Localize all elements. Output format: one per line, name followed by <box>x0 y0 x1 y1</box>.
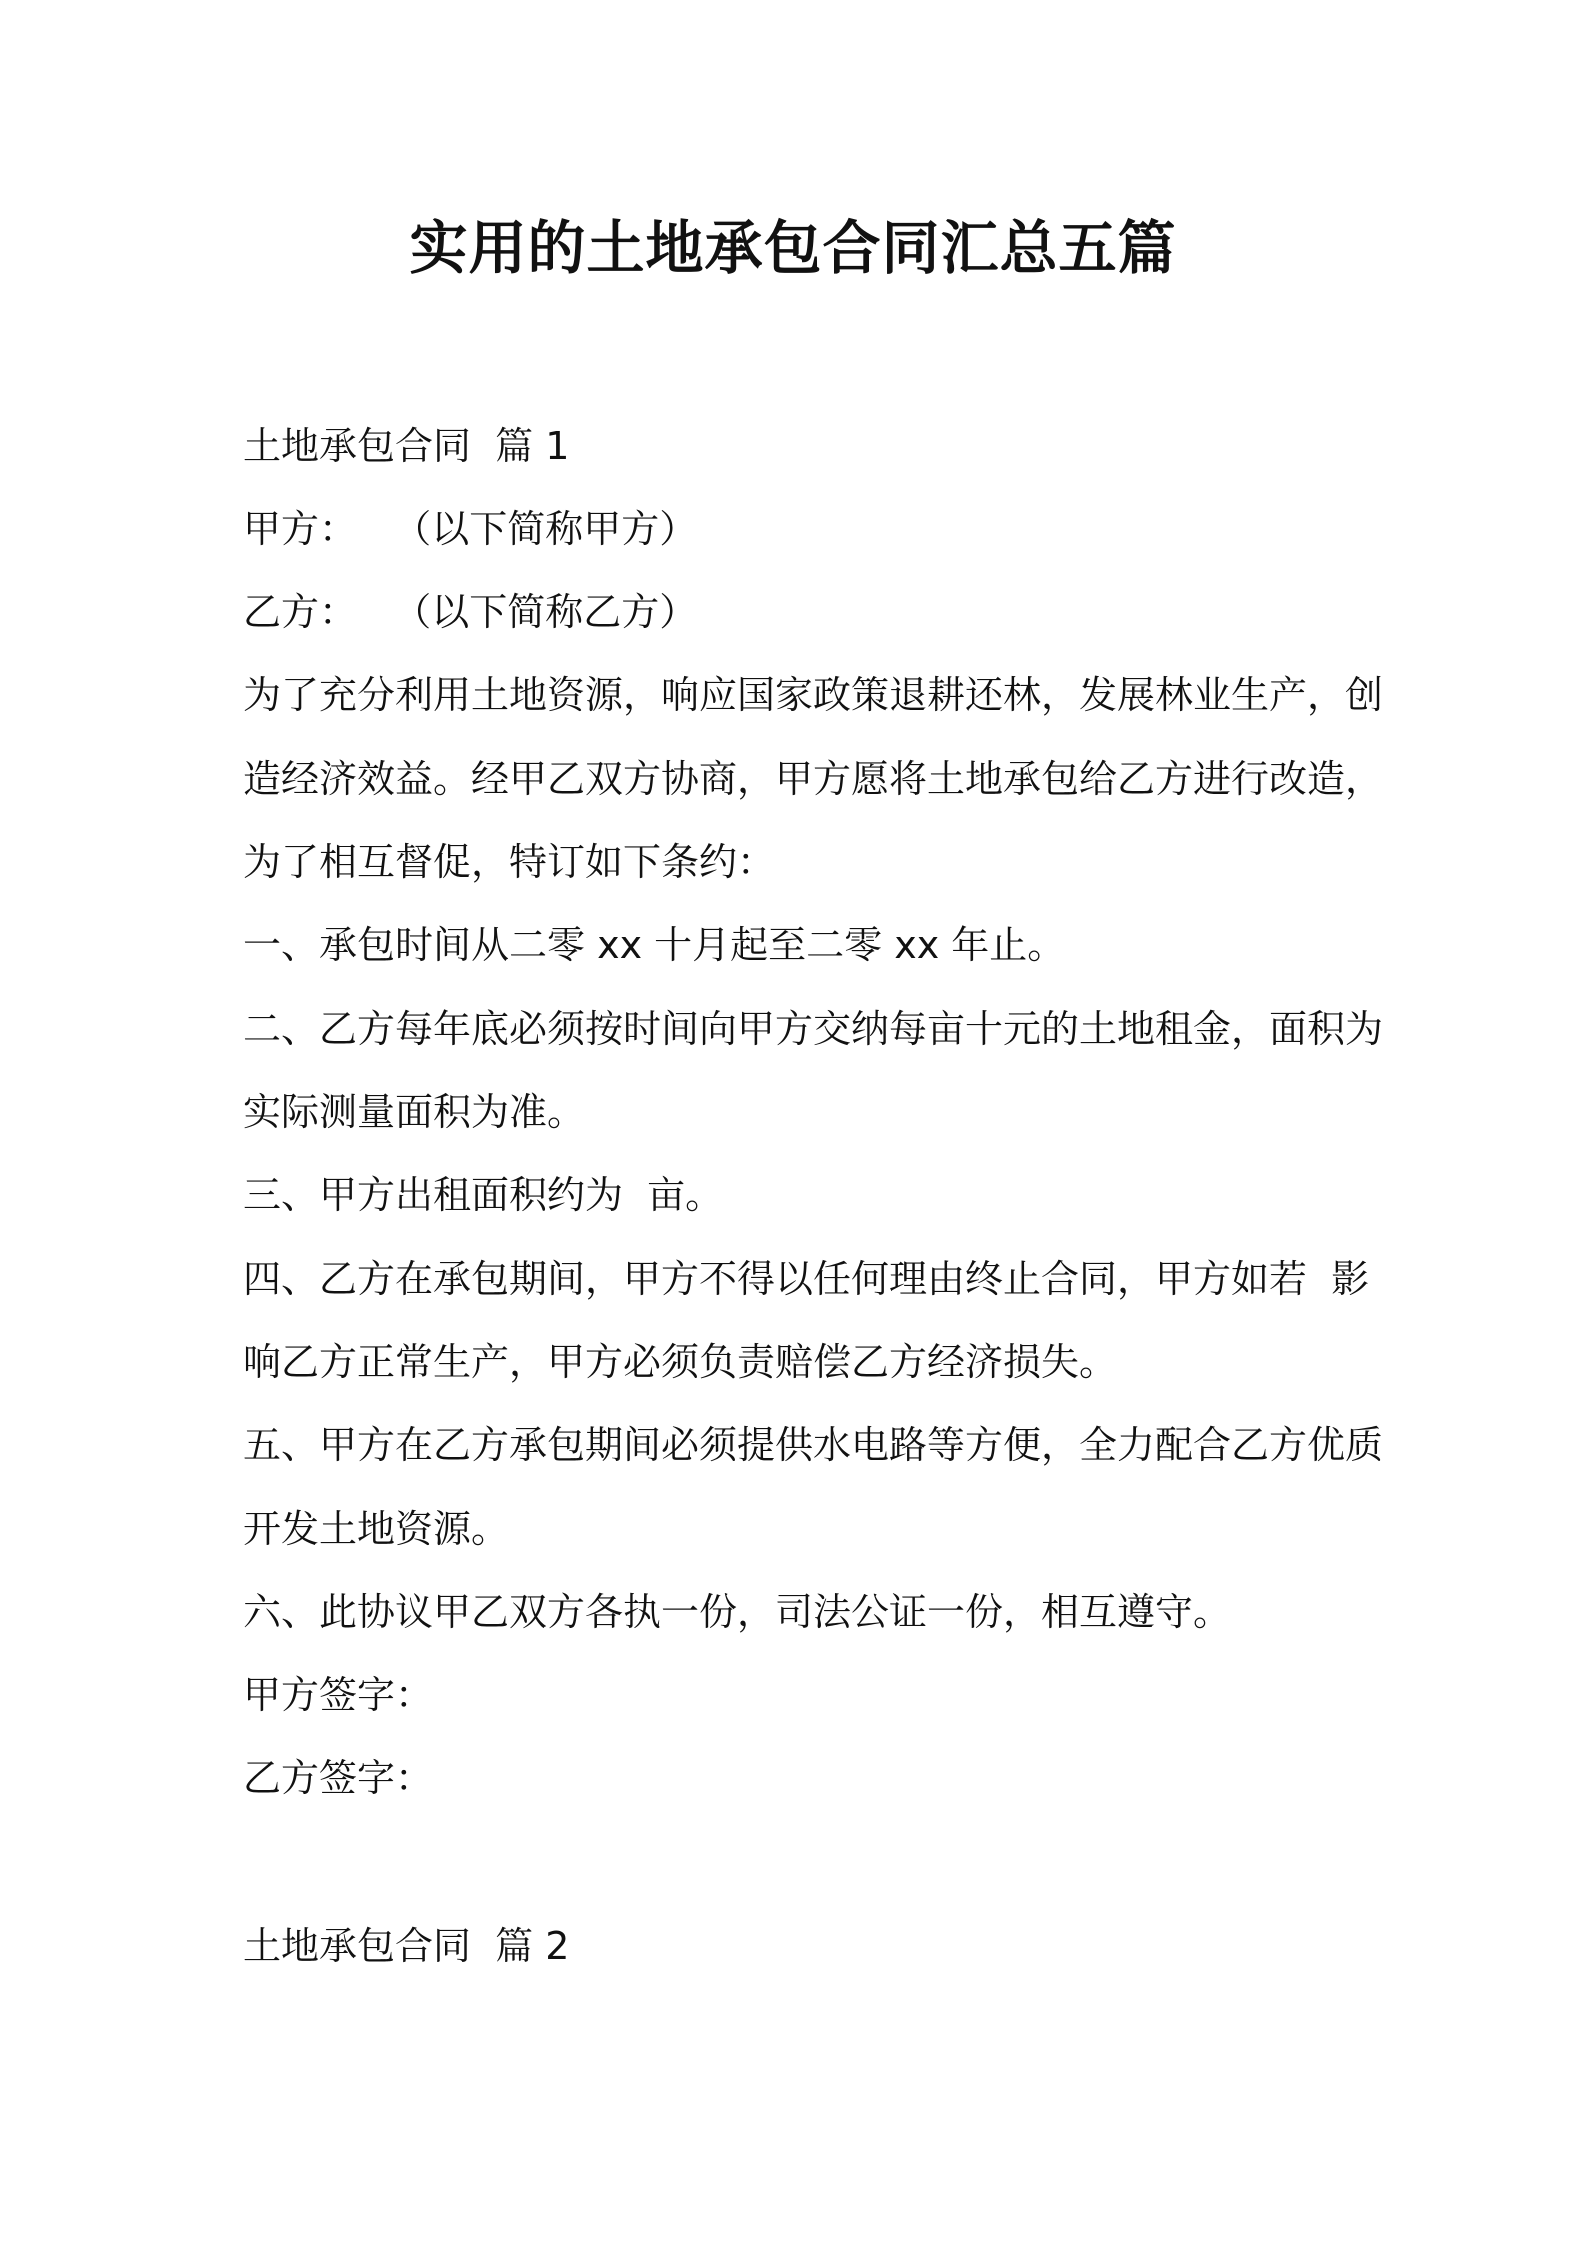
signature-a: 甲方签字： <box>243 1673 434 1717</box>
clause-2-line-1: 二、乙方每年底必须按时间向甲方交纳每亩十元的土地租金，面积为 <box>243 1007 1384 1051</box>
clause-4-line-2: 响乙方正常生产，甲方必须负责赔偿乙方经济损失。 <box>243 1340 1118 1384</box>
clause-3: 三、甲方出租面积约为 亩。 <box>243 1173 724 1217</box>
intro-line-2: 造经济效益。经甲乙双方协商，甲方愿将土地承包给乙方进行改造， <box>243 757 1384 801</box>
signature-b: 乙方签字： <box>243 1756 434 1800</box>
clause-4-line-1: 四、乙方在承包期间，甲方不得以任何理由终止合同，甲方如若 影 <box>243 1257 1370 1301</box>
clause-5-line-2: 开发土地资源。 <box>243 1507 510 1551</box>
intro-line-3: 为了相互督促，特订如下条约： <box>243 840 776 884</box>
party-a-line: 甲方： （以下简称甲方） <box>243 507 698 551</box>
section-heading-2: 土地承包合同 篇 2 <box>243 1924 570 1968</box>
clause-2-line-2: 实际测量面积为准。 <box>243 1090 586 1134</box>
clause-5-line-1: 五、甲方在乙方承包期间必须提供水电路等方便，全力配合乙方优质 <box>243 1423 1384 1467</box>
document-title: 实用的土地承包合同汇总五篇 <box>409 214 1177 282</box>
party-b-line: 乙方： （以下简称乙方） <box>243 590 698 634</box>
intro-line-1: 为了充分利用土地资源，响应国家政策退耕还林，发展林业生产，创 <box>243 673 1384 717</box>
clause-6: 六、此协议甲乙双方各执一份，司法公证一份，相互遵守。 <box>243 1590 1232 1634</box>
clause-1: 一、承包时间从二零 xx 十月起至二零 xx 年止。 <box>243 923 1066 967</box>
section-heading-1: 土地承包合同 篇 1 <box>243 424 570 468</box>
